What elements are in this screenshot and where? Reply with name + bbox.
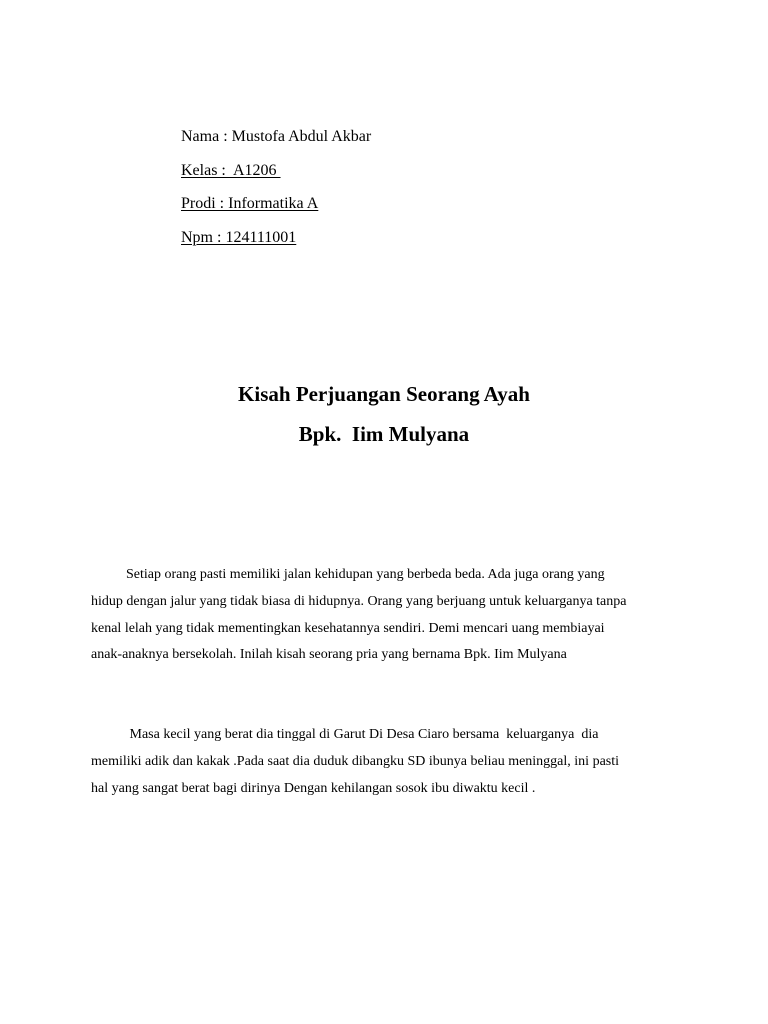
document-subtitle (0, 422, 768, 447)
student-info (181, 127, 371, 261)
paragraph-line: kenal lelah yang tidak mementingkan kesehatannya sendiri. Demi mencari uang membiayai (91, 620, 605, 636)
paragraph-line: anak-anaknya bersekolah. Inilah kisah seorang pria yang bernama Bpk. Iim Mulyana (91, 647, 567, 663)
student-program: Prodi : Informatika A (181, 195, 319, 212)
paragraph-line: Masa kecil yang berat dia tinggal di Garut Di Desa Ciaro bersama keluarganya dia (91, 727, 599, 742)
paragraph-2 (91, 722, 681, 802)
student-name: Nama : Mustofa Abdul Akbar (181, 128, 372, 145)
student-class: Kelas : A1206 (181, 161, 281, 179)
title-line-1: Kisah Perjuangan Seorang Ayah (238, 382, 530, 406)
document-title (0, 382, 768, 407)
paragraph-1 (91, 562, 681, 669)
title-line-2: Bpk. Iim Mulyana (298, 422, 470, 446)
paragraph-line: memiliki adik dan kakak .Pada saat dia duduk dibangku SD ibunya beliau meninggal, ini pasti (91, 753, 620, 769)
paragraph-line: hidup dengan jalur yang tidak biasa di hidupnya. Orang yang berjuang untuk keluarganya tanpa (91, 593, 627, 609)
paragraph-line: Setiap orang pasti memiliki jalan kehidupan yang berbeda beda. Ada juga orang yang (91, 567, 605, 582)
student-npm: Npm : 124111001 (181, 228, 297, 246)
paragraph-line: hal yang sangat berat bagi dirinya Dengan kehilangan sosok ibu diwaktu kecil . (91, 780, 536, 796)
